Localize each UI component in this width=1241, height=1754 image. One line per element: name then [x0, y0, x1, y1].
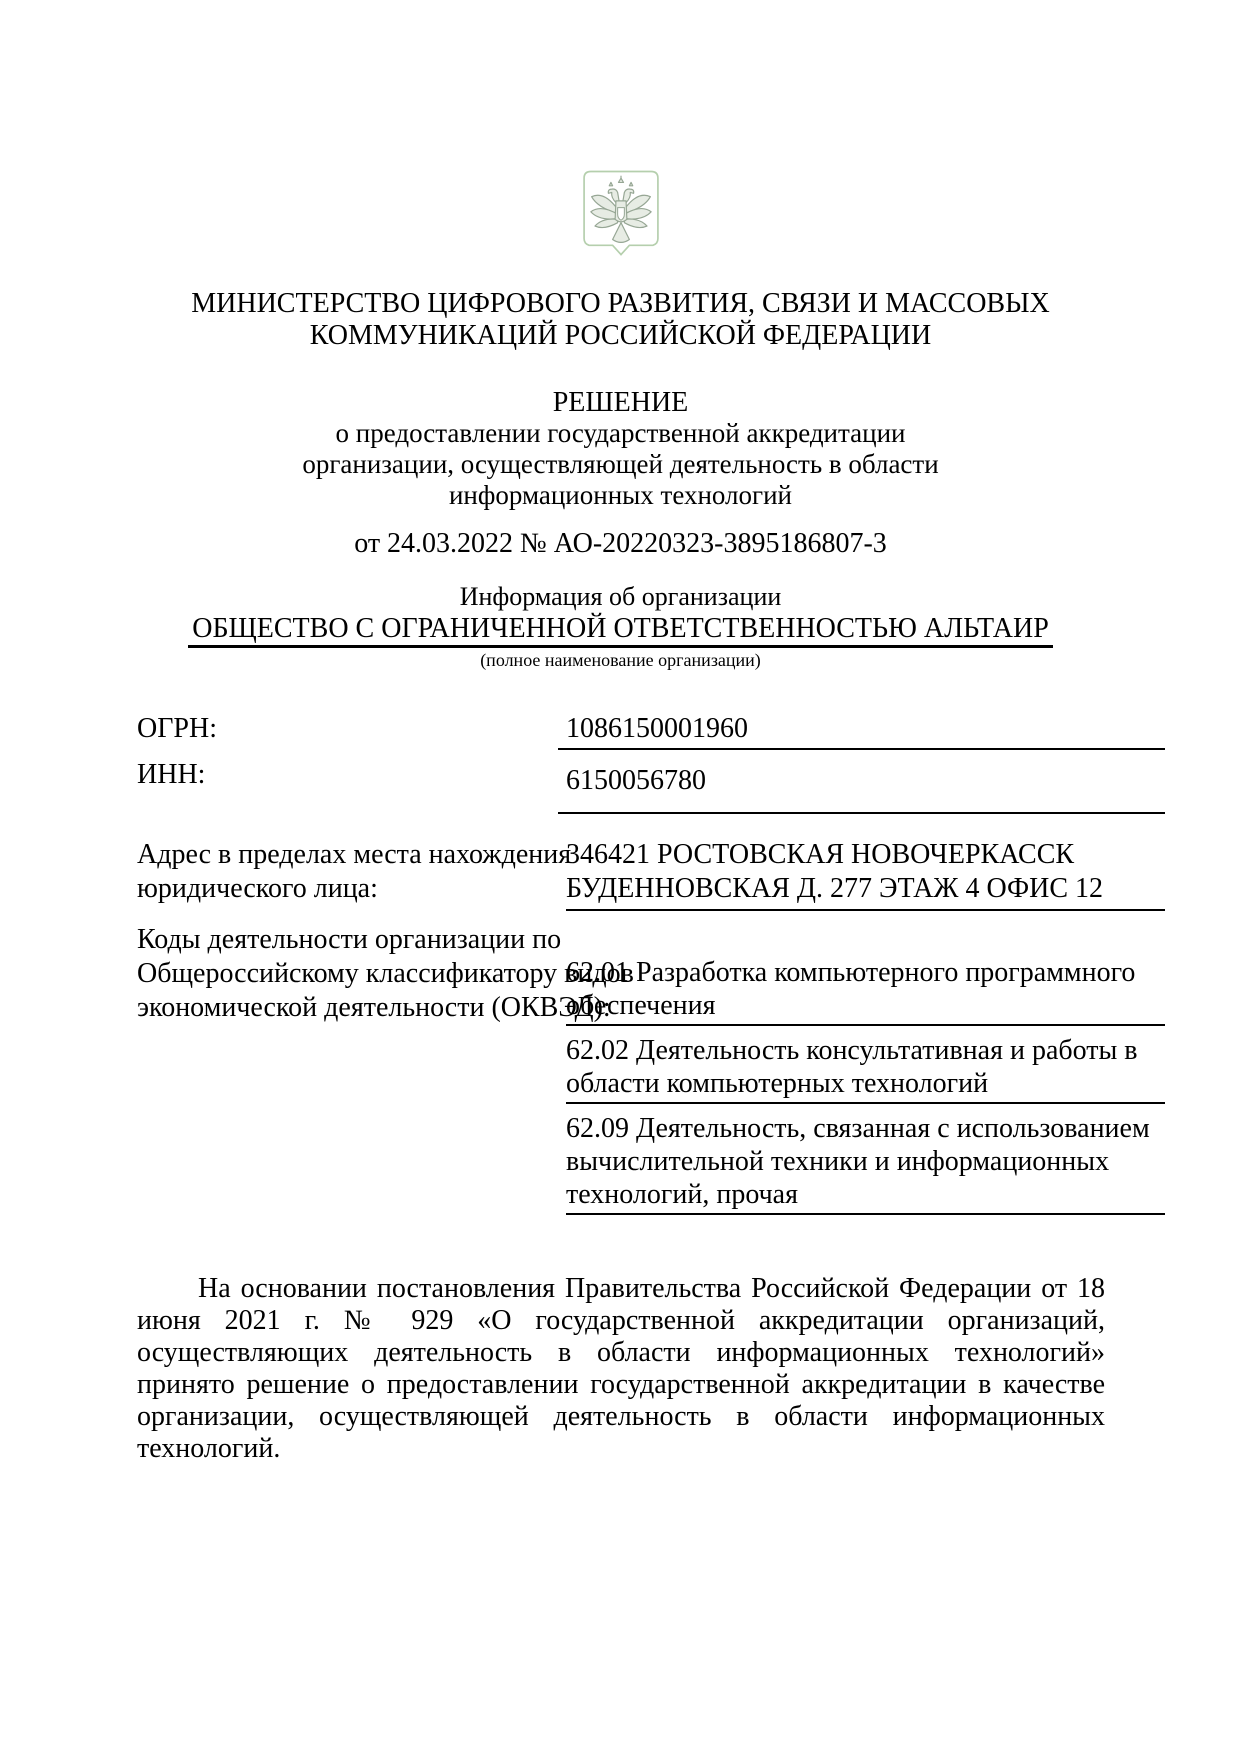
field-value-inn: 6150056780	[558, 758, 1165, 814]
document-title: РЕШЕНИЕ	[552, 387, 689, 418]
okved-item-6201	[566, 956, 1165, 1026]
russia-coat-of-arms-icon	[579, 170, 663, 266]
org-name: ОБЩЕСТВО С ОГРАНИЧЕННОЙ ОТВЕТСТВЕННОСТЬЮ АЛЬТАИР	[188, 614, 1053, 648]
field-label-address-line2: юридического лица:	[137, 873, 378, 904]
field-row-ogrn	[137, 712, 1165, 750]
field-row-okved	[137, 923, 1165, 1223]
body-paragraph: На основании постановления Правительства Российской Федерации от 18 июня 2021 г. № 929 «О государственной аккредитации организаций, осуществляющих деятельность в области информационных технологий» принято решение о предоставлении государственной аккредитации в качестве организации, осуществляющей деятельность в области информационных технологий.	[137, 1273, 1105, 1464]
field-label-ogrn: ОГРН:	[137, 713, 217, 744]
okved-item-6202-line1: 62.02 Деятельность консультативная и работы в	[566, 1035, 1138, 1066]
document-subtitle	[0, 418, 1241, 511]
okved-item-6201-line1: 62.01 Разработка компьютерного программного	[566, 957, 1136, 988]
okved-item-6209-line2: вычислительной техники и информационных	[566, 1146, 1110, 1177]
field-label-address	[137, 838, 572, 906]
okved-item-6202-line2: области компьютерных технологий	[566, 1067, 1165, 1104]
document-subtitle-line1: о предоставлении государственной аккредитации	[335, 418, 906, 448]
date-number-line: от 24.03.2022 № АО-20220323-3895186807-3	[354, 528, 887, 559]
field-label-okved-line1: Коды деятельности организации по	[137, 924, 562, 955]
okved-item-6209	[566, 1112, 1165, 1215]
document-subtitle-line2: организации, осуществляющей деятельность в области	[302, 449, 939, 479]
org-name-caption: (полное наименование организации)	[480, 650, 761, 670]
document-subtitle-line3: информационных технологий	[448, 480, 793, 510]
ministry-name-line1: МИНИСТЕРСТВО ЦИФРОВОГО РАЗВИТИЯ, СВЯЗИ И МАССОВЫХ	[191, 288, 1050, 319]
okved-item-6202	[566, 1034, 1165, 1104]
field-row-address	[137, 838, 1165, 911]
field-value-address-line1: 346421 РОСТОВСКАЯ НОВОЧЕРКАССК	[566, 839, 1075, 870]
okved-item-6209-line1: 62.09 Деятельность, связанная с использованием	[566, 1113, 1150, 1144]
ministry-heading	[0, 288, 1241, 352]
field-row-inn	[137, 758, 1165, 814]
field-label-okved-line3: экономической деятельности (ОКВЭД):	[137, 992, 611, 1023]
ministry-name-line2: КОММУНИКАЦИЙ РОССИЙСКОЙ ФЕДЕРАЦИИ	[309, 320, 932, 351]
field-label-okved-line2: Общероссийскому классификатору видов	[137, 958, 634, 989]
field-label-okved	[137, 923, 634, 1025]
org-info-heading: Информация об организации	[459, 582, 782, 611]
okved-item-6209-line3: технологий, прочая	[566, 1178, 1165, 1215]
okved-item-6201-line2: обеспечения	[566, 989, 1165, 1026]
field-value-okved	[558, 956, 1165, 1223]
field-value-address	[558, 838, 1165, 911]
org-fields	[137, 712, 1165, 1223]
field-label-address-line1: Адрес в пределах места нахождения	[137, 839, 572, 870]
field-value-address-line2: БУДЕННОВСКАЯ Д. 277 ЭТАЖ 4 ОФИС 12	[566, 872, 1165, 911]
field-label-inn: ИНН:	[137, 759, 206, 790]
field-value-ogrn: 1086150001960	[558, 712, 1165, 750]
